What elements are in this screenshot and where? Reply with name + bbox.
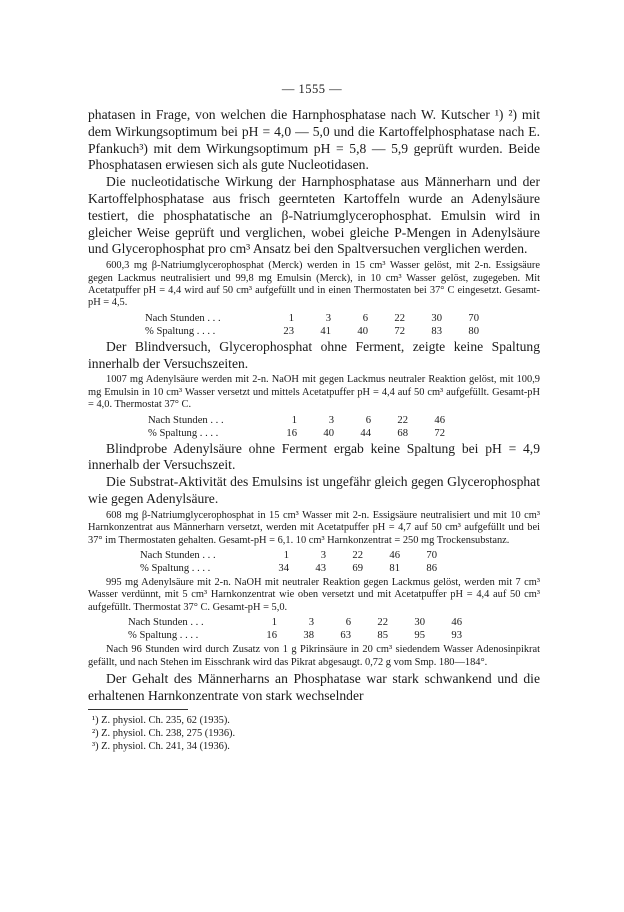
experiment-1: 600,3 mg β-Natriumglycerophosphat (Merck) werden in 15 cm³ Wasser gelöst, mit 2-n. Essigsäure gegen Lackmus neutralisiert und 99,8 mg Emulsin (Merck), in 10 cm³ Wasser gelöst, zugegeben. Mit Acetatpuffer pH = 4,4 wird auf 50 cm³ aufgefüllt und in einen Thermostaten bei 37° C eingesetzt. Gesamt-pH = 4,5. bbox=[88, 260, 540, 309]
table-cell: 41 bbox=[320, 325, 331, 337]
table-cell: 40 bbox=[357, 325, 368, 337]
table-row bbox=[145, 325, 479, 338]
table-cell: 1 bbox=[288, 312, 294, 324]
table-cell: 72 bbox=[434, 427, 445, 439]
table-3 bbox=[140, 549, 437, 575]
paragraph-1: phatasen in Frage, von welchen die Harnphosphatase nach W. Kutscher ¹) ²) mit dem Wirkungsoptimum bei pH = 4,0 — 5,0 und die Kartoffelphosphatase nach E. Pfankuch³) mit dem Wirkungsoptimum pH = 5,8 — 5,9 geprüft wurden. Beide Phosphatasen erwiesen sich als gute Nucleotidasen. bbox=[88, 107, 540, 173]
table-cell: 70 bbox=[468, 312, 479, 324]
experiment-3: 608 mg β-Natriumglycerophosphat in 15 cm³ Wasser mit 2-n. Essigsäure neutralisiert und mit 10 cm³ Harnkonzentrat aus Männerharn versetzt, werden mit Acetatpuffer pH = 4,7 auf 50 cm³ aufgefüllt und bei 37° im Thermostaten gehalten. Gesamt-pH = 6,1. 10 cm³ Harnkonzentrat = 250 mg Trockensubstanz. bbox=[88, 509, 540, 546]
table-row bbox=[140, 562, 437, 575]
table-row bbox=[128, 629, 462, 642]
table-cell: 85 bbox=[377, 630, 388, 642]
table-cell: 3 bbox=[328, 414, 334, 426]
footnote-1: ¹) Z. physiol. Ch. 235, 62 (1935). bbox=[92, 714, 230, 726]
footnote-2: ²) Z. physiol. Ch. 238, 275 (1936). bbox=[92, 727, 236, 739]
paragraph-3: Der Blindversuch, Glycerophosphat ohne Ferment, zeigte keine Spaltung innerhalb der Versuchszeiten. bbox=[88, 338, 540, 371]
table-cell: 22 bbox=[377, 617, 388, 629]
table-cell: 22 bbox=[352, 550, 363, 562]
table-cell: 1 bbox=[291, 414, 297, 426]
page-body bbox=[88, 107, 540, 753]
table-row bbox=[128, 616, 462, 629]
table-cell: 34 bbox=[278, 563, 289, 575]
table-cell: 63 bbox=[340, 630, 351, 642]
table-cell: 80 bbox=[468, 325, 479, 337]
paragraph-6: Der Gehalt des Männerharns an Phosphatase war stark schwankend und die erhaltenen Harnkonzentrate von stark wechselnder bbox=[88, 671, 540, 703]
table-cell: 6 bbox=[345, 617, 351, 629]
table-cell: 1 bbox=[271, 617, 277, 629]
footnote-3: ³) Z. physiol. Ch. 241, 34 (1936). bbox=[92, 740, 230, 752]
table-cell: 3 bbox=[308, 617, 314, 629]
row-label-hours: Nach Stunden . . . bbox=[148, 414, 224, 426]
row-label-hours: Nach Stunden . . . bbox=[140, 550, 216, 562]
table-cell: 46 bbox=[434, 414, 445, 426]
table-cell: 95 bbox=[414, 630, 425, 642]
table-row bbox=[145, 312, 479, 325]
page-number: — 1555 — bbox=[281, 82, 343, 96]
table-cell: 6 bbox=[362, 312, 368, 324]
table-row bbox=[148, 427, 445, 440]
table-cell: 43 bbox=[315, 563, 326, 575]
table-4 bbox=[128, 616, 462, 642]
table-cell: 83 bbox=[431, 325, 442, 337]
table-cell: 22 bbox=[397, 414, 408, 426]
row-label-split: % Spaltung . . . . bbox=[128, 630, 199, 642]
paragraph-2: Die nucleotidatische Wirkung der Harnphosphatase aus Männerharn und der Kartoffelphosphatase aus frisch geernteten Kartoffeln wurde an Adenylsäure testiert, die phosphatatische an β-Natriumglycerophosphat. Emulsin wird in gleicher Weise geprüft und verglichen, wobei gleiche P-Mengen in Adenylsäure und Glycerophosphat pro cm³ Ansatz bei den Spaltversuchen verglichen werden. bbox=[88, 174, 540, 257]
paragraph-5: Die Substrat-Aktivität des Emulsins ist ungefähr gleich gegen Glycerophosphat wie gegen Adenylsäure. bbox=[88, 474, 540, 506]
footnote-divider bbox=[88, 709, 188, 710]
table-cell: 3 bbox=[325, 312, 331, 324]
experiment-4: 995 mg Adenylsäure mit 2-n. NaOH mit neutraler Reaktion gegen Lackmus gelöst, werden mit 7 cm³ Wasser verdünnt, mit 5 cm³ Harnkonzentrat wie oben versetzt und mit Acetatpuffer pH = 4,4 auf 50 cm³ aufgefüllt. Thermostat 37° C. Gesamt-pH = 5,0. bbox=[88, 577, 540, 613]
row-label-split: % Spaltung . . . . bbox=[145, 325, 216, 337]
table-cell: 46 bbox=[389, 550, 400, 562]
table-cell: 1 bbox=[283, 550, 289, 562]
table-cell: 70 bbox=[426, 550, 437, 562]
page-header bbox=[0, 82, 624, 97]
table-cell: 72 bbox=[394, 325, 405, 337]
table-row bbox=[140, 549, 437, 562]
table-cell: 23 bbox=[283, 325, 294, 337]
table-cell: 69 bbox=[352, 563, 363, 575]
table-cell: 93 bbox=[451, 630, 462, 642]
table-cell: 46 bbox=[451, 617, 462, 629]
paragraph-4: Blindprobe Adenylsäure ohne Ferment ergab keine Spaltung bei pH = 4,9 innerhalb der Versuchszeit. bbox=[88, 440, 540, 473]
table-cell: 86 bbox=[426, 563, 437, 575]
table-cell: 16 bbox=[286, 427, 297, 439]
table-cell: 6 bbox=[365, 414, 371, 426]
table-cell: 40 bbox=[323, 427, 334, 439]
table-row bbox=[148, 414, 445, 427]
experiment-2: 1007 mg Adenylsäure werden mit 2-n. NaOH mit gegen Lackmus neutraler Reaktion gelöst, mit 100,9 mg Emulsin in 10 cm³ Wasser versetzt und mittels Acetatpuffer pH = 4,4 auf 50 cm³ aufgefüllt. Gesamt-pH = 4,0. Thermostat 37° C. bbox=[88, 374, 540, 411]
table-cell: 44 bbox=[360, 427, 371, 439]
row-label-hours: Nach Stunden . . . bbox=[128, 617, 204, 629]
experiment-5: Nach 96 Stunden wird durch Zusatz von 1 g Pikrinsäure in 20 cm³ siedendem Wasser Adenosinpikrat gefällt, und nach Stehen im Eisschrank wird das Pikrat abgesaugt. 0,72 g vom Smp. 180—184°. bbox=[88, 644, 540, 668]
row-label-hours: Nach Stunden . . . bbox=[145, 312, 221, 324]
table-cell: 16 bbox=[266, 630, 277, 642]
table-cell: 22 bbox=[394, 312, 405, 324]
table-cell: 68 bbox=[397, 427, 408, 439]
table-2 bbox=[148, 414, 445, 440]
table-cell: 38 bbox=[303, 630, 314, 642]
table-cell: 30 bbox=[414, 617, 425, 629]
table-1 bbox=[145, 312, 479, 338]
row-label-split: % Spaltung . . . . bbox=[140, 563, 211, 575]
table-cell: 81 bbox=[389, 563, 400, 575]
table-cell: 30 bbox=[431, 312, 442, 324]
row-label-split: % Spaltung . . . . bbox=[148, 427, 219, 439]
table-cell: 3 bbox=[320, 550, 326, 562]
